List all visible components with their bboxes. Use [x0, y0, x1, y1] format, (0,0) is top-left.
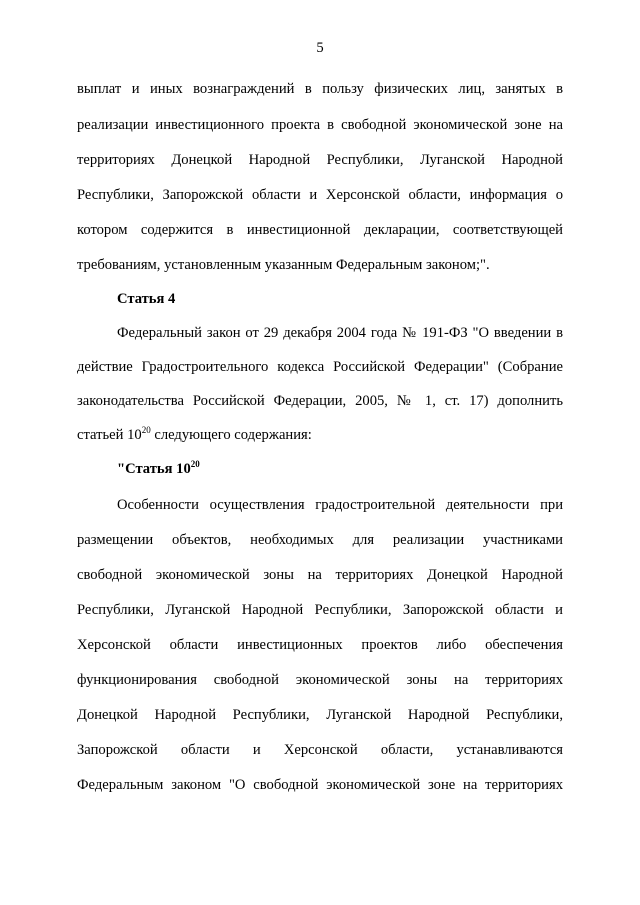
text-fragment: следующего содержания: — [150, 427, 312, 443]
paragraph-line: свободной экономической зоны на территориях Донецкой Народной — [77, 567, 563, 583]
text-fragment: статьей 10 — [77, 427, 142, 443]
article-heading — [117, 460, 563, 478]
paragraph-line: Республики, Луганской Народной Республики, Запорожской области и — [77, 602, 563, 618]
paragraph-line: действие Градостроительного кодекса Российской Федерации" (Собрание — [77, 359, 563, 375]
paragraph-line: котором содержится в инвестиционной декларации, соответствующей — [77, 222, 563, 238]
paragraph-line: законодательства Российской Федерации, 2005, № 1, ст. 17) дополнить — [77, 393, 563, 409]
paragraph-line: Донецкой Народной Республики, Луганской Народной Республики, — [77, 707, 563, 723]
paragraph-line: территориях Донецкой Народной Республики, Луганской Народной — [77, 152, 563, 168]
paragraph-line: Федеральным законом "О свободной экономической зоне на территориях — [77, 777, 563, 793]
paragraph-line: функционирования свободной экономической зоны на территориях — [77, 672, 563, 688]
paragraph-line: Особенности осуществления градостроительной деятельности при — [117, 497, 563, 513]
paragraph-line: Республики, Запорожской области и Херсонской области, информация о — [77, 187, 563, 203]
paragraph-line: Запорожской области и Херсонской области, устанавливаются — [77, 742, 563, 758]
article-heading: Статья 4 — [117, 291, 176, 307]
page-number: 5 — [316, 40, 324, 56]
paragraph-line: размещении объектов, необходимых для реализации участниками — [77, 532, 563, 548]
paragraph-line — [77, 426, 563, 444]
paragraph-line: реализации инвестиционного проекта в свободной экономической зоне на — [77, 117, 563, 133]
superscript: 20 — [141, 425, 151, 435]
paragraph-line: требованиям, установленным указанным Федеральным законом;". — [77, 257, 490, 273]
superscript: 20 — [190, 459, 200, 469]
paragraph-line: Федеральный закон от 29 декабря 2004 года № 191-ФЗ "О введении в — [117, 325, 563, 341]
paragraph-line: Херсонской области инвестиционных проектов либо обеспечения — [77, 637, 563, 653]
text-fragment: "Статья 10 — [117, 461, 191, 477]
paragraph-line: выплат и иных вознаграждений в пользу физических лиц, занятых в — [77, 81, 563, 97]
